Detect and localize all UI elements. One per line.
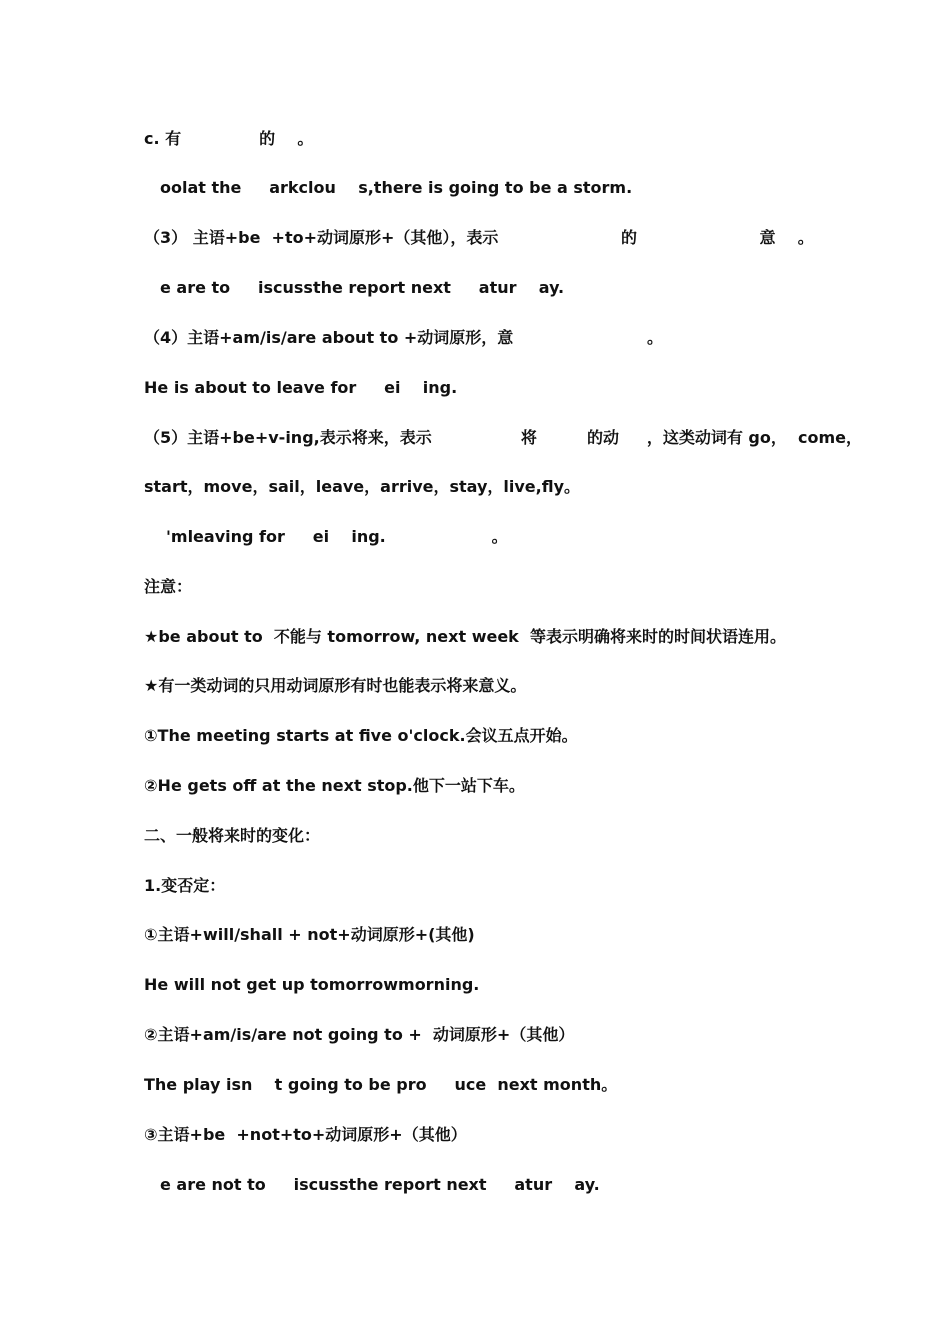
line-section-heading: 二、一般将来时的变化：: [144, 826, 321, 845]
line-example-stop: ②He gets off at the next stop.他下一站下车。: [144, 776, 525, 795]
line-example-leave: He is about to leave for ei ing.: [144, 378, 458, 397]
line-example-discuss: e are to iscussthe report next atur ay.: [160, 278, 565, 297]
line-neg-example-2: The play isn t going to be pro uce next month。: [144, 1075, 618, 1094]
line-example-storm: oolat the arkclou s,there is going to be a storm.: [160, 178, 633, 197]
line-neg-rule-3: ③主语+be +not+to+动词原形+（其他）: [144, 1125, 467, 1144]
line-negation-heading: 1.变否定：: [144, 876, 226, 895]
line-neg-rule-1: ①主语+will/shall + not+动词原形+(其他): [144, 925, 475, 944]
line-note-star-2: ★有一类动词的只用动词原形有时也能表示将来意义。: [144, 676, 527, 695]
line-rule-4: （4）主语+am/is/are about to +动词原形，意 。: [144, 328, 663, 347]
line-example-meeting: ①The meeting starts at five o'clock.会议五点开始。: [144, 726, 578, 745]
line-neg-example-3: e are not to iscussthe report next atur ay.: [160, 1175, 600, 1194]
line-c-note: c. 有 的 。: [144, 129, 314, 148]
line-example-leaving: 'mleaving for ei ing. 。: [166, 527, 508, 546]
line-neg-rule-2: ②主语+am/is/are not going to + 动词原形+（其他）: [144, 1025, 575, 1044]
line-rule-3: （3） 主语+be +to+动词原形+（其他），表示 的 意 。: [144, 228, 814, 247]
line-verb-list: start，move，sail，leave，arrive，stay，live,fly。: [144, 477, 581, 496]
line-rule-5: （5）主语+be+v-ing,表示将来，表示 将 的动 ，这类动词有 go， come，: [144, 428, 862, 447]
line-note-heading: 注意：: [144, 577, 193, 596]
line-neg-example-1: He will not get up tomorrowmorning.: [144, 975, 480, 994]
line-note-star-1: ★be about to 不能与 tomorrow, next week 等表示明确将来时的时间状语连用。: [144, 627, 786, 646]
